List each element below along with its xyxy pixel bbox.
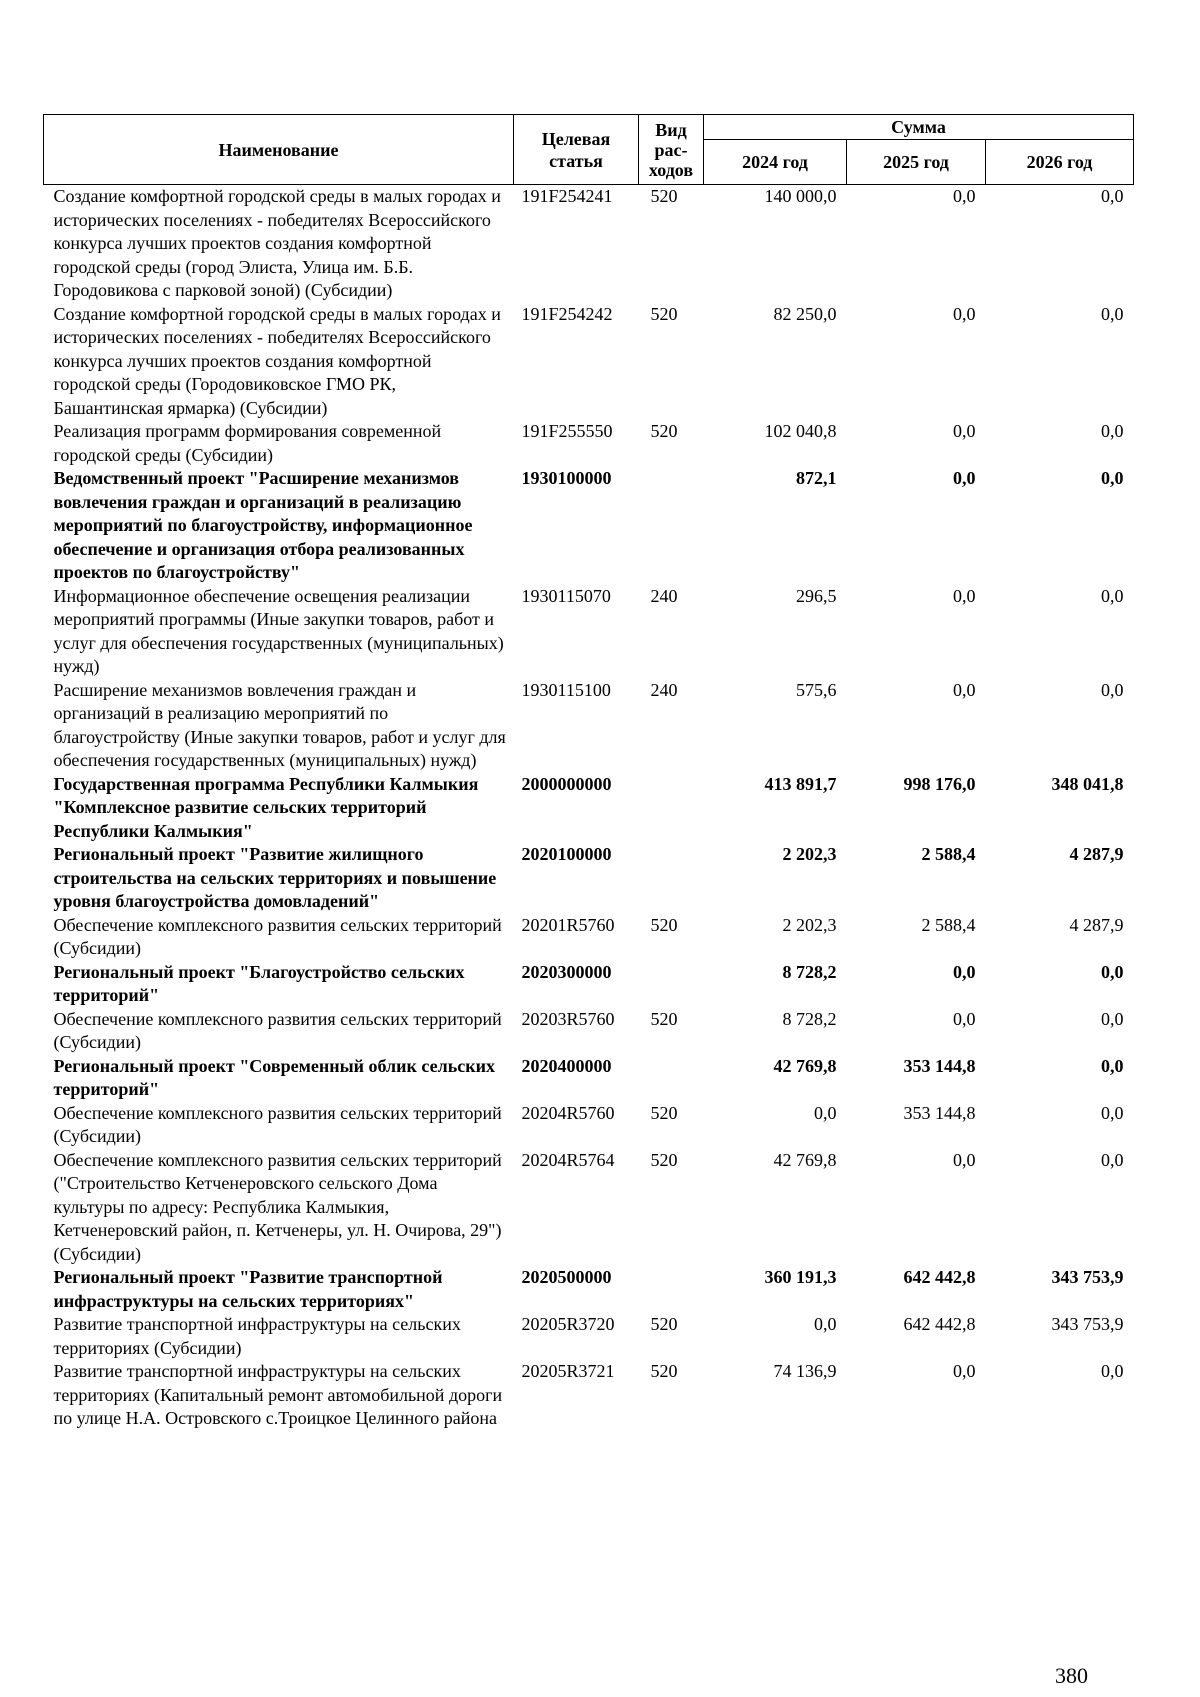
row-sum-2025: 0,0	[953, 679, 976, 700]
table-row	[44, 1313, 1134, 1360]
row-expense-kind: 520	[650, 186, 678, 206]
row-sum-2025: 0,0	[953, 421, 976, 441]
row-sum-2026: 348 041,8	[1051, 773, 1124, 794]
table-row	[44, 185, 1134, 303]
row-name: Региональный проект "Современный облик сельских территорий"	[53, 1055, 495, 1099]
row-target-article: 20205R3721	[521, 1361, 615, 1381]
row-expense-kind: 520	[650, 1102, 678, 1123]
row-sum-2025: 0,0	[953, 585, 976, 606]
row-sum-2026: 4 287,9	[1069, 844, 1124, 864]
row-sum-2026: 0,0	[1101, 679, 1124, 700]
row-sum-2024: 0,0	[814, 1314, 837, 1334]
row-sum-2026: 0,0	[1101, 1149, 1124, 1170]
header-year-2024: 2024 год	[704, 140, 847, 185]
row-sum-2025: 642 442,8	[903, 1314, 976, 1334]
table-row	[44, 914, 1134, 961]
row-name: Развитие транспортной инфраструктуры на сельских территориях (Субсидии)	[53, 1314, 461, 1358]
row-sum-2026: 4 287,9	[1069, 914, 1124, 935]
row-sum-2025: 2 588,4	[921, 914, 976, 935]
row-sum-2024: 360 191,3	[764, 1267, 837, 1287]
row-name: Создание комфортной городской среды в малых городах и исторических поселениях - победителях Всероссийского конкурса лучших проектов создания комфортной городской среды (город Элиста, Улица им. Б.Б. Городовикова с парковой зоной) (Субсидии)	[53, 186, 501, 300]
row-expense-kind: 520	[650, 1314, 678, 1334]
table-body	[44, 185, 1134, 1431]
row-target-article: 1930115100	[521, 679, 611, 700]
header-kind-line1: Вид	[655, 119, 687, 140]
row-sum-2025: 2 588,4	[921, 844, 976, 864]
budget-page	[43, 114, 1133, 1431]
row-name: Обеспечение комплексного развития сельских территорий (Субсидии)	[53, 914, 502, 958]
row-target-article: 2020300000	[521, 961, 612, 982]
header-kind-line2: рас-	[654, 139, 688, 160]
row-expense-kind: 520	[650, 914, 678, 935]
row-target-article: 1930100000	[521, 468, 612, 488]
row-sum-2026: 0,0	[1101, 1102, 1124, 1123]
page-number: 380	[1055, 1663, 1088, 1688]
header-year-2025: 2025 год	[847, 140, 986, 185]
header-code-line1: Целевая	[541, 128, 611, 149]
row-expense-kind	[639, 773, 704, 844]
row-expense-kind: 240	[650, 585, 678, 606]
row-sum-2026: 0,0	[1101, 585, 1124, 606]
table-row	[44, 467, 1134, 585]
row-name: Обеспечение комплексного развития сельских территорий (Субсидии)	[53, 1008, 502, 1052]
table-row	[44, 1102, 1134, 1149]
header-sum: Сумма	[704, 115, 1134, 140]
row-sum-2024: 575,6	[796, 679, 837, 700]
row-target-article: 20204R5764	[521, 1149, 615, 1170]
row-sum-2026: 0,0	[1101, 961, 1124, 982]
row-sum-2025: 353 144,8	[903, 1055, 976, 1076]
row-name: Государственная программа Республики Калмыкия "Комплексное развитие сельских территорий Республики Калмыкия"	[53, 773, 479, 841]
row-target-article: 20204R5760	[521, 1102, 615, 1123]
row-sum-2024: 140 000,0	[764, 186, 837, 206]
row-sum-2025: 0,0	[953, 961, 976, 982]
row-sum-2024: 8 728,2	[782, 1008, 837, 1029]
row-sum-2024: 2 202,3	[782, 844, 837, 864]
row-sum-2024: 42 769,8	[773, 1149, 837, 1170]
row-expense-kind: 240	[650, 679, 678, 700]
row-name: Расширение механизмов вовлечения граждан и организаций в реализацию мероприятий по благоустройству (Иные закупки товаров, работ и услуг для обеспечения государственных (муниципальных) нужд)	[53, 679, 506, 770]
row-sum-2026: 0,0	[1101, 1361, 1124, 1381]
header-year-2026: 2026 год	[986, 140, 1134, 185]
header-target-article	[514, 115, 639, 185]
row-name: Региональный проект "Благоустройство сельских территорий"	[53, 961, 465, 1005]
row-expense-kind	[639, 467, 704, 585]
row-name: Информационное обеспечение освещения реализации мероприятий программы (Иные закупки товаров, работ и услуг для обеспечения государственных (муниципальных) нужд)	[53, 585, 504, 676]
row-target-article: 191F254242	[521, 303, 613, 324]
row-sum-2025: 353 144,8	[903, 1102, 976, 1123]
table-row	[44, 1055, 1134, 1102]
row-target-article: 2020100000	[521, 844, 612, 864]
row-expense-kind	[639, 961, 704, 1008]
row-sum-2024: 8 728,2	[782, 961, 837, 982]
row-target-article: 20205R3720	[521, 1314, 615, 1334]
row-expense-kind: 520	[650, 1008, 678, 1029]
row-sum-2026: 0,0	[1101, 186, 1124, 206]
row-target-article: 20201R5760	[521, 914, 615, 935]
row-sum-2026: 343 753,9	[1051, 1267, 1124, 1287]
row-sum-2025: 998 176,0	[903, 773, 976, 794]
row-sum-2026: 0,0	[1101, 468, 1124, 488]
row-name: Обеспечение комплексного развития сельских территорий ("Строительство Кетченеровского сельского Дома культуры по адресу: Республика Калмыкия, Кетченеровский район, п. Кетченеры, ул. Н. Очирова, 29") (Субсидии)	[53, 1149, 502, 1264]
row-sum-2024: 2 202,3	[782, 914, 837, 935]
row-expense-kind	[639, 1266, 704, 1313]
header-kind-line3: ходов	[648, 159, 694, 180]
row-sum-2025: 0,0	[953, 1361, 976, 1381]
table-row	[44, 585, 1134, 679]
row-sum-2025: 0,0	[953, 303, 976, 324]
table-header	[44, 115, 1134, 185]
row-expense-kind	[639, 843, 704, 914]
budget-table	[43, 114, 1134, 1431]
table-row	[44, 420, 1134, 467]
row-sum-2026: 0,0	[1101, 421, 1124, 441]
row-sum-2024: 102 040,8	[764, 421, 837, 441]
row-expense-kind	[639, 1055, 704, 1102]
row-sum-2026: 0,0	[1101, 1008, 1124, 1029]
row-sum-2025: 0,0	[953, 1008, 976, 1029]
row-sum-2024: 42 769,8	[773, 1055, 837, 1076]
row-target-article: 20203R5760	[521, 1008, 615, 1029]
row-expense-kind: 520	[650, 1361, 678, 1381]
row-expense-kind: 520	[650, 421, 678, 441]
row-sum-2025: 0,0	[953, 1149, 976, 1170]
row-sum-2024: 82 250,0	[773, 303, 837, 324]
header-name: Наименование	[44, 115, 514, 185]
row-target-article: 2000000000	[521, 773, 612, 794]
table-row	[44, 1008, 1134, 1055]
header-code-line2: статья	[549, 150, 603, 171]
row-sum-2026: 343 753,9	[1051, 1314, 1124, 1334]
row-sum-2024: 296,5	[796, 585, 837, 606]
row-target-article: 191F255550	[521, 421, 613, 441]
header-expense-kind	[639, 115, 704, 185]
row-sum-2025: 642 442,8	[903, 1267, 976, 1287]
table-row	[44, 1266, 1134, 1313]
row-name: Развитие транспортной инфраструктуры на сельских территориях (Капитальный ремонт автомобильной дороги по улице Н.А. Островского с.Троицкое Целинного района	[53, 1361, 503, 1428]
table-row	[44, 843, 1134, 914]
table-row	[44, 961, 1134, 1008]
row-target-article: 2020400000	[521, 1055, 612, 1076]
table-row	[44, 1149, 1134, 1267]
row-name: Реализация программ формирования современной городской среды (Субсидии)	[53, 421, 442, 465]
row-sum-2026: 0,0	[1101, 1055, 1124, 1076]
row-expense-kind: 520	[650, 303, 678, 324]
row-sum-2026: 0,0	[1101, 303, 1124, 324]
row-sum-2024: 872,1	[796, 468, 837, 488]
row-name: Создание комфортной городской среды в малых городах и исторических поселениях - победителях Всероссийского конкурса лучших проектов создания комфортной городской среды (Городовиковское ГМО РК, Башантинская ярмарка) (Субсидии)	[53, 303, 501, 418]
row-name: Региональный проект "Развитие транспортной инфраструктуры на сельских территориях"	[53, 1267, 443, 1311]
row-sum-2025: 0,0	[953, 468, 976, 488]
row-name: Ведомственный проект "Расширение механизмов вовлечения граждан и организаций в реализацию мероприятий по благоустройству, информационное обеспечение и организация отбора реализованных проектов по благоустройству"	[53, 468, 473, 582]
row-target-article: 191F254241	[521, 186, 613, 206]
row-sum-2025: 0,0	[953, 186, 976, 206]
row-expense-kind: 520	[650, 1149, 678, 1170]
row-sum-2024: 0,0	[814, 1102, 837, 1123]
table-row	[44, 1360, 1134, 1431]
row-sum-2024: 74 136,9	[773, 1361, 837, 1381]
row-target-article: 2020500000	[521, 1267, 612, 1287]
table-row	[44, 303, 1134, 421]
table-row	[44, 773, 1134, 844]
row-sum-2024: 413 891,7	[764, 773, 837, 794]
table-row	[44, 679, 1134, 773]
row-name: Обеспечение комплексного развития сельских территорий (Субсидии)	[53, 1102, 502, 1146]
row-name: Региональный проект "Развитие жилищного строительства на сельских территориях и повышение уровня благоустройства домовладений"	[53, 844, 497, 911]
row-target-article: 1930115070	[521, 585, 611, 606]
